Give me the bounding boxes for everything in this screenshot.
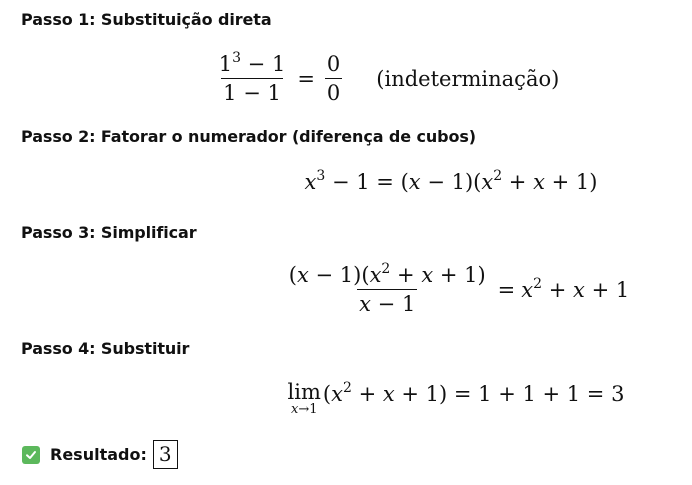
result-line <box>22 440 178 469</box>
result-denominator: 0 <box>325 78 342 105</box>
result-numerator: 0 <box>326 52 341 76</box>
result-label: Resultado: <box>50 445 147 464</box>
fraction-3 <box>287 263 488 316</box>
fraction-1-denominator: 1 − 1 <box>221 78 283 105</box>
fraction-1 <box>217 52 288 105</box>
equals-sign: = <box>297 66 315 91</box>
fraction-3-denominator: x − 1 <box>357 289 417 316</box>
equation-4 <box>0 380 692 417</box>
fraction-1-numerator: $1^3 - 1$ <box>218 50 286 76</box>
equation-2: $x^3 - 1 = (x - 1)(x^2 + x + 1)$ <box>304 168 598 194</box>
simplified-expression: $x^2 + x + 1$ <box>521 275 630 302</box>
step-4-title: Passo 4: Substituir <box>21 339 190 358</box>
limit-expression: $(x^2 + x + 1) = 1 + 1 + 1 = 3$ <box>322 379 625 406</box>
fraction-result <box>325 52 342 105</box>
check-mark-button-icon <box>22 446 40 464</box>
limit-operator: lim x→1 <box>287 380 321 417</box>
equation-1 <box>0 52 692 105</box>
result-value: 3 <box>153 440 178 469</box>
fraction-3-numerator: $(x - 1)(x^2 + x + 1)$ <box>288 261 486 287</box>
step-3-title: Passo 3: Simplificar <box>21 223 197 242</box>
limit-subscript: x→1 <box>290 402 318 417</box>
indeterminacy-note: (indeterminação) <box>376 66 560 91</box>
step-2-title: Passo 2: Fatorar o numerador (diferença de cubos) <box>21 127 477 146</box>
equation-3 <box>0 263 692 316</box>
equals-sign: = <box>497 277 516 302</box>
step-1-title: Passo 1: Substituição direta <box>21 10 272 29</box>
